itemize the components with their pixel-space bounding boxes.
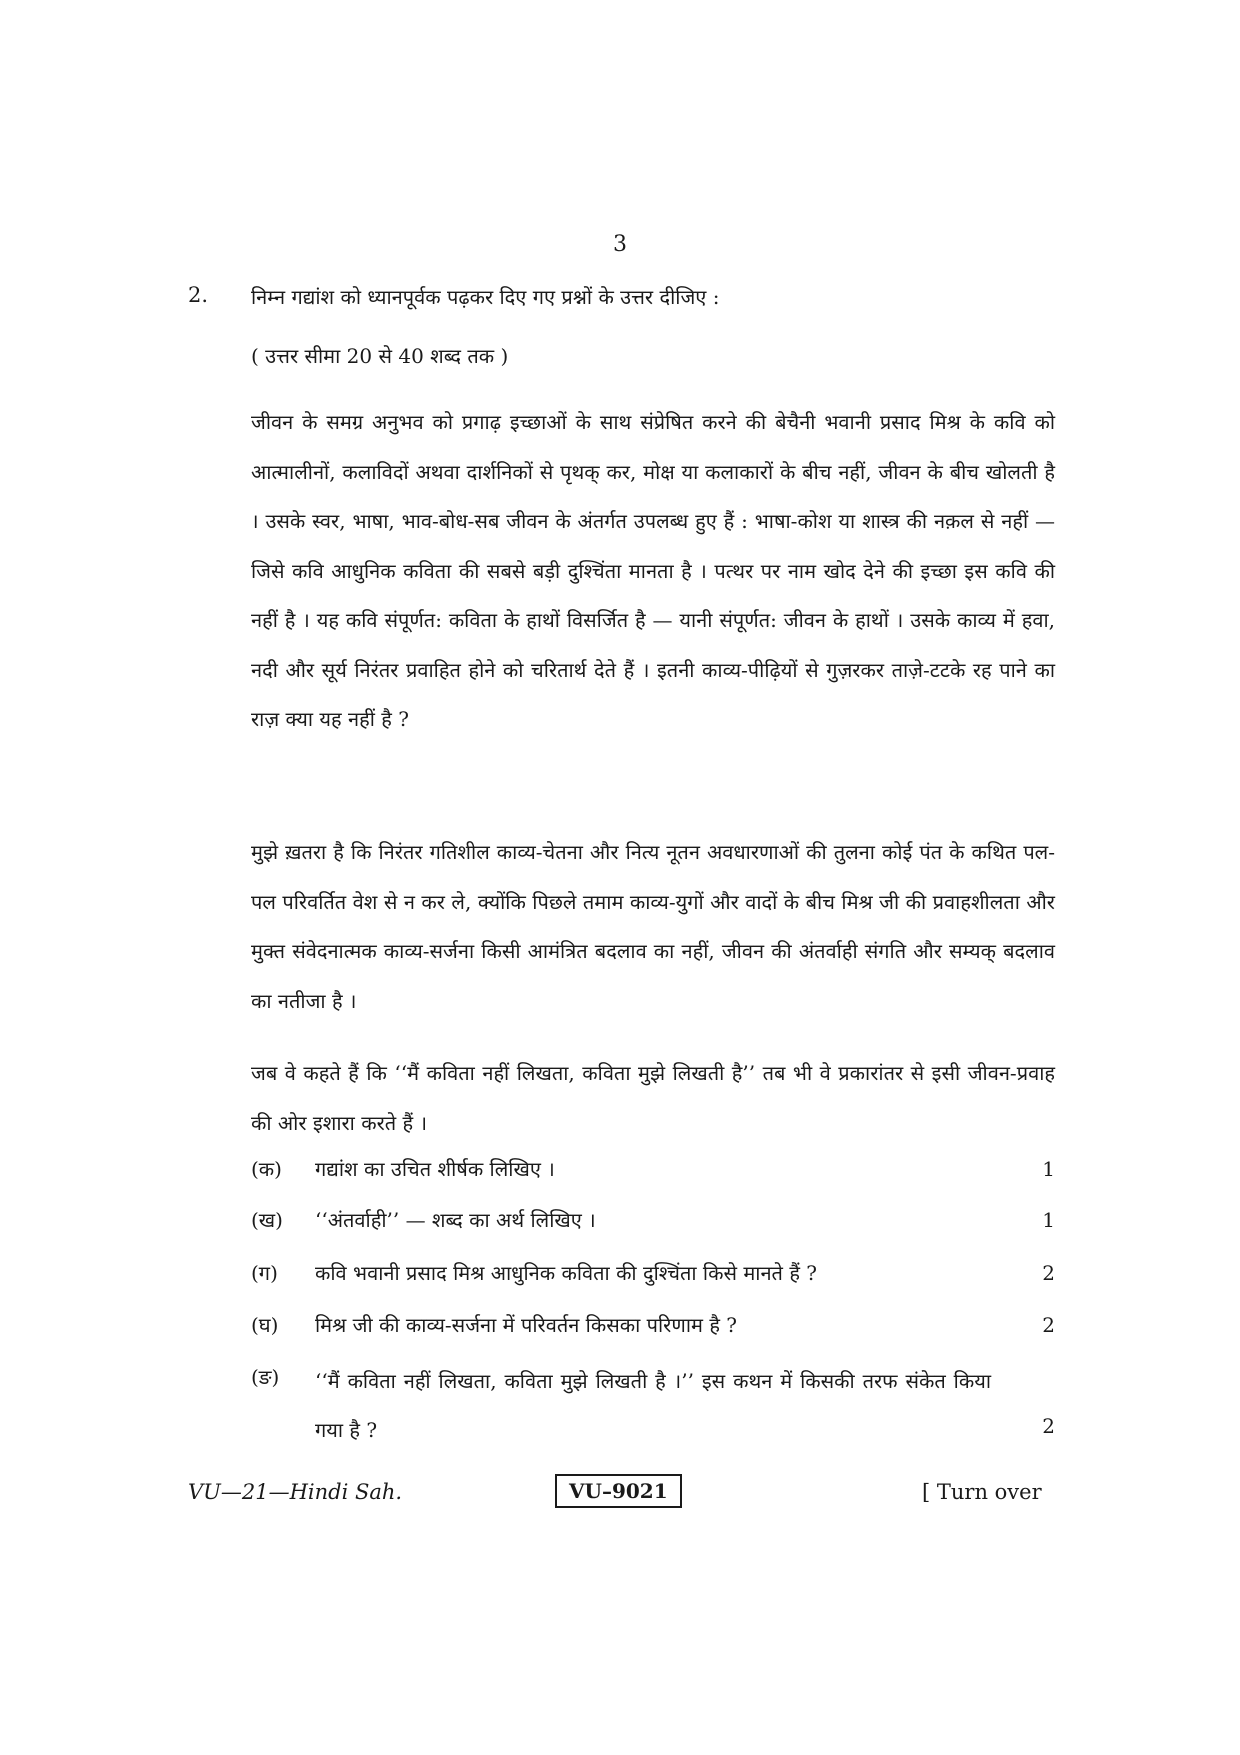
subquestion-text: मिश्र जी की काव्य-सर्जना में परिवर्तन किसका परिणाम है ? [315,1313,738,1337]
subquestion-label: (क) [251,1157,282,1181]
subquestion-label: (ग) [251,1261,278,1285]
subquestion-text: कवि भवानी प्रसाद मिश्र आधुनिक कविता की दुश्चिंता किसे मानते हैं ? [315,1261,818,1285]
question-instruction: निम्न गद्यांश को ध्यानपूर्वक पढ़कर दिए गए प्रश्नों के उत्तर दीजिए : [251,285,720,309]
subquestion-marks: 2 [1042,1261,1055,1285]
word-limit: ( उत्तर सीमा 20 से 40 शब्द तक ) [251,344,509,368]
subquestion-marks: 2 [1042,1414,1055,1438]
subquestion-text: ‘‘मैं कविता नहीं लिखता, कविता मुझे लिखती है ।’’ इस कथन में किसकी तरफ संकेत किया गया है ? [315,1369,991,1442]
subquestion-marks: 2 [1042,1313,1055,1337]
footer-code-box: VU–9021 [555,1474,682,1508]
subquestion-label: (घ) [251,1313,279,1337]
passage-paragraph-2: मुझे ख़तरा है कि निरंतर गतिशील काव्य-चेतना और नित्य नूतन अवधारणाओं की तुलना कोई पंत के कथित पल-पल परिवर्तित वेश से न कर ले, क्योंकि पिछले तमाम काव्य-युगों और वादों के बीच मिश्र जी की प्रवाहशीलता और मुक्त संवेदनात्मक काव्य-सर्जना किसी आमंत्रित बदलाव का नहीं, जीवन की अंतर्वाही संगति और सम्यक् बदलाव का नतीजा है । [251,840,1055,1013]
subquestion-label: (ख) [251,1208,283,1232]
page-number: 3 [613,232,627,257]
subquestion-marks: 1 [1042,1208,1055,1232]
subquestion-text: ‘‘अंतर्वाही’’ — शब्द का अर्थ लिखिए । [315,1208,596,1232]
passage-paragraph-1: जीवन के समग्र अनुभव को प्रगाढ़ इच्छाओं के साथ संप्रेषित करने की बेचैनी भवानी प्रसाद मिश्र के कवि को आत्मालीनों, कलाविदों अथवा दार्शनिकों से पृथक् कर, मोक्ष या कलाकारों के बीच नहीं, जीवन के बीच खोलती है । उसके स्वर, भाषा, भाव-बोध-सब जीवन के अंतर्गत उपलब्ध हुए हैं : भाषा-कोश या शास्त्र की नक़ल से नहीं — जिसे कवि आधुनिक कविता की सबसे बड़ी दुश्चिंता मानता है । पत्थर पर नाम खोद देने की इच्छा इस कवि की नहीं है । यह कवि संपूर्णत: कविता के हाथों विसर्जित है — यानी संपूर्णत: जीवन के हाथों । उसके काव्य में हवा, नदी और सूर्य निरंतर प्रवाहित होने को चरितार्थ देते हैं । इतनी काव्य-पीढ़ियों से गुज़रकर ताज़े-टटके रह पाने का राज़ क्या यह नहीं है ? [251,410,1055,731]
subquestion-label: (ङ) [251,1365,280,1389]
question-number: 2. [188,283,209,307]
footer-turn-over: [ Turn over [922,1480,1042,1504]
passage-paragraph-3: जब वे कहते हैं कि ‘‘मैं कविता नहीं लिखता, कविता मुझे लिखती है’’ तब भी वे प्रकारांतर से इसी जीवन-प्रवाह की ओर इशारा करते हैं । [251,1061,1055,1135]
footer-paper-id: VU—21—Hindi Sah. [188,1480,403,1504]
subquestion-marks: 1 [1042,1157,1055,1181]
subquestion-text: गद्यांश का उचित शीर्षक लिखिए । [315,1157,555,1181]
